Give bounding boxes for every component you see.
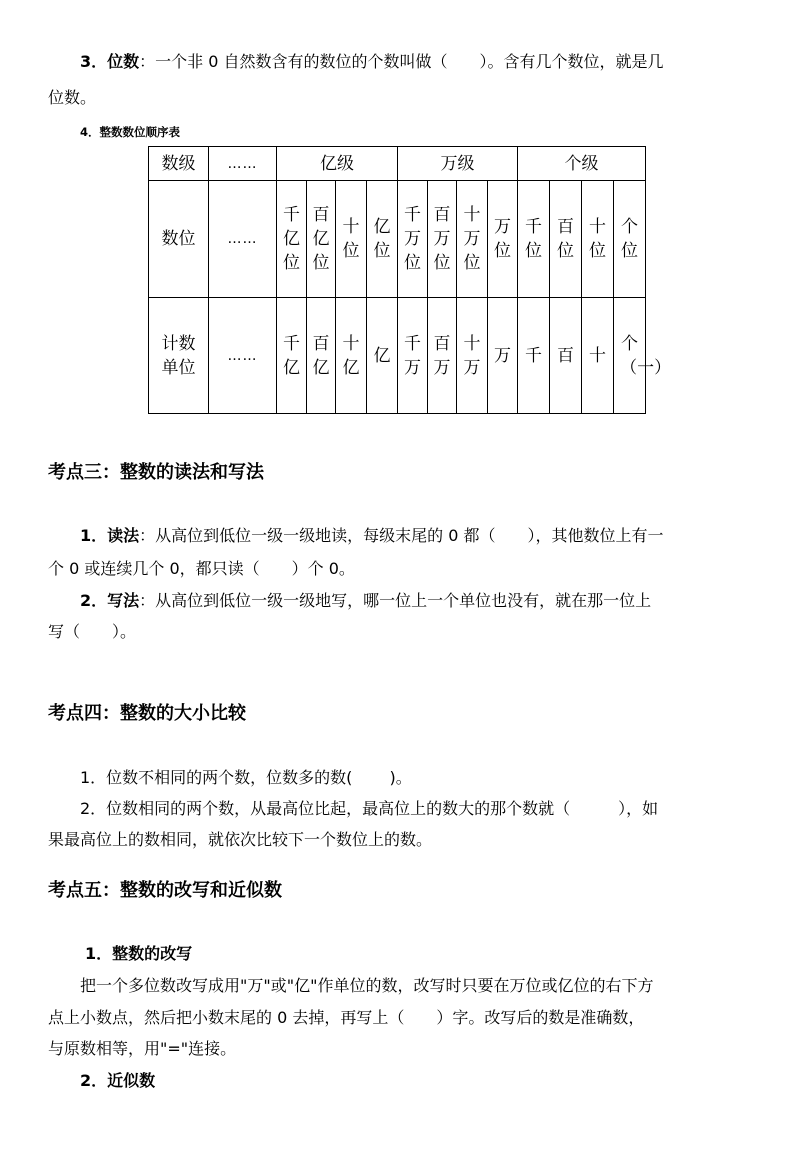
ellipsis-cell: …… — [209, 147, 277, 181]
group-yi: 亿级 — [277, 147, 398, 181]
item-text: ：从高位到低位一级一级地读，每级末尾的 0 都（ ），其他数位上有一 — [139, 526, 664, 545]
table-row-units — [149, 298, 646, 414]
item-number: 2． — [80, 591, 108, 610]
unit-cell: 十万 — [463, 333, 481, 378]
item-term: 读法 — [107, 526, 140, 545]
kaodian4-item2-line1: 2．位数相同的两个数，从最高位比起，最高位上的数大的那个数就（ ），如 — [80, 799, 659, 818]
place-value-table — [148, 146, 672, 414]
kaodian5-para-line1: 把一个多位数改写成用"万"或"亿"作单位的数，改写时只要在万位或亿位的右下方 — [80, 976, 654, 995]
section3-line1 — [80, 52, 664, 72]
unit-cell: 千万 — [404, 333, 421, 378]
unit-cell: 十亿 — [342, 333, 360, 378]
section3-term: 位数 — [107, 52, 140, 71]
unit-cell: 个（一） — [620, 333, 672, 378]
place-cell: 百亿位 — [312, 205, 330, 273]
unit-cell: 百 — [557, 345, 574, 366]
table-row-places — [149, 181, 646, 298]
place-cell: 百位 — [557, 217, 574, 261]
place-cell: 千万位 — [404, 205, 421, 273]
item-number: 1． — [80, 526, 108, 545]
kaodian5-subheading-1: 1．整数的改写 — [85, 944, 193, 963]
section3-text: ：一个非 0 自然数含有的数位的个数叫做（ ）。含有几个数位，就是几 — [139, 52, 664, 71]
kaodian5-para-line3: 与原数相等，用"="连接。 — [48, 1039, 237, 1058]
unit-cell: 亿 — [373, 345, 391, 366]
kaodian5-title: 考点五：整数的改写和近似数 — [48, 880, 282, 901]
unit-cell: 十 — [589, 345, 606, 366]
ellipsis-cell: …… — [209, 298, 277, 414]
kaodian3-item1-line2: 个 0 或连续几个 0，都只读（ ）个 0。 — [48, 559, 355, 578]
place-cell: 十位 — [342, 217, 360, 261]
place-cell: 百万位 — [433, 205, 451, 273]
kaodian5-subheading-2: 2．近似数 — [80, 1071, 156, 1090]
row-label: 计数单位 — [161, 333, 196, 378]
ellipsis-cell: …… — [209, 181, 277, 298]
kaodian5-para-line2: 点上小数点，然后把小数末尾的 0 去掉，再写上（ ）字。改写后的数是准确数， — [48, 1008, 645, 1027]
kaodian3-title: 考点三：整数的读法和写法 — [48, 462, 264, 483]
unit-cell: 万 — [494, 345, 511, 366]
place-cell: 亿位 — [373, 217, 391, 261]
group-ge: 个级 — [518, 147, 646, 181]
unit-cell: 千 — [525, 345, 542, 366]
kaodian4-item2-line2: 果最高位上的数相同，就依次比较下一个数位上的数。 — [48, 830, 433, 849]
place-cell: 千位 — [525, 217, 542, 261]
unit-cell: 百亿 — [312, 333, 330, 378]
place-cell: 千亿位 — [283, 205, 300, 273]
section3-number: 3． — [80, 52, 108, 71]
row-label: 数级 — [149, 147, 209, 181]
unit-cell: 百万 — [433, 333, 451, 378]
unit-cell: 千亿 — [283, 333, 300, 378]
kaodian3-item1-line1 — [80, 526, 664, 546]
item-text: ：从高位到低位一级一级地写，哪一位上一个单位也没有，就在那一位上 — [139, 591, 652, 610]
section4-title: 4．整数数位顺序表 — [80, 125, 181, 139]
kaodian4-title: 考点四：整数的大小比较 — [48, 703, 246, 724]
kaodian4-item1: 1．位数不相同的两个数，位数多的数( )。 — [80, 768, 412, 787]
row-label: 数位 — [149, 181, 209, 298]
place-cell: 十位 — [589, 217, 606, 261]
place-cell: 万位 — [494, 217, 511, 261]
item-term: 写法 — [107, 591, 140, 610]
kaodian3-item2-line1 — [80, 591, 651, 611]
kaodian3-item2-line2: 写（ ）。 — [48, 622, 137, 641]
place-cell: 个位 — [621, 217, 638, 261]
group-wan: 万级 — [398, 147, 518, 181]
section3-line2: 位数。 — [48, 88, 97, 107]
table-row-levels — [149, 147, 646, 181]
place-cell: 十万位 — [463, 205, 481, 273]
